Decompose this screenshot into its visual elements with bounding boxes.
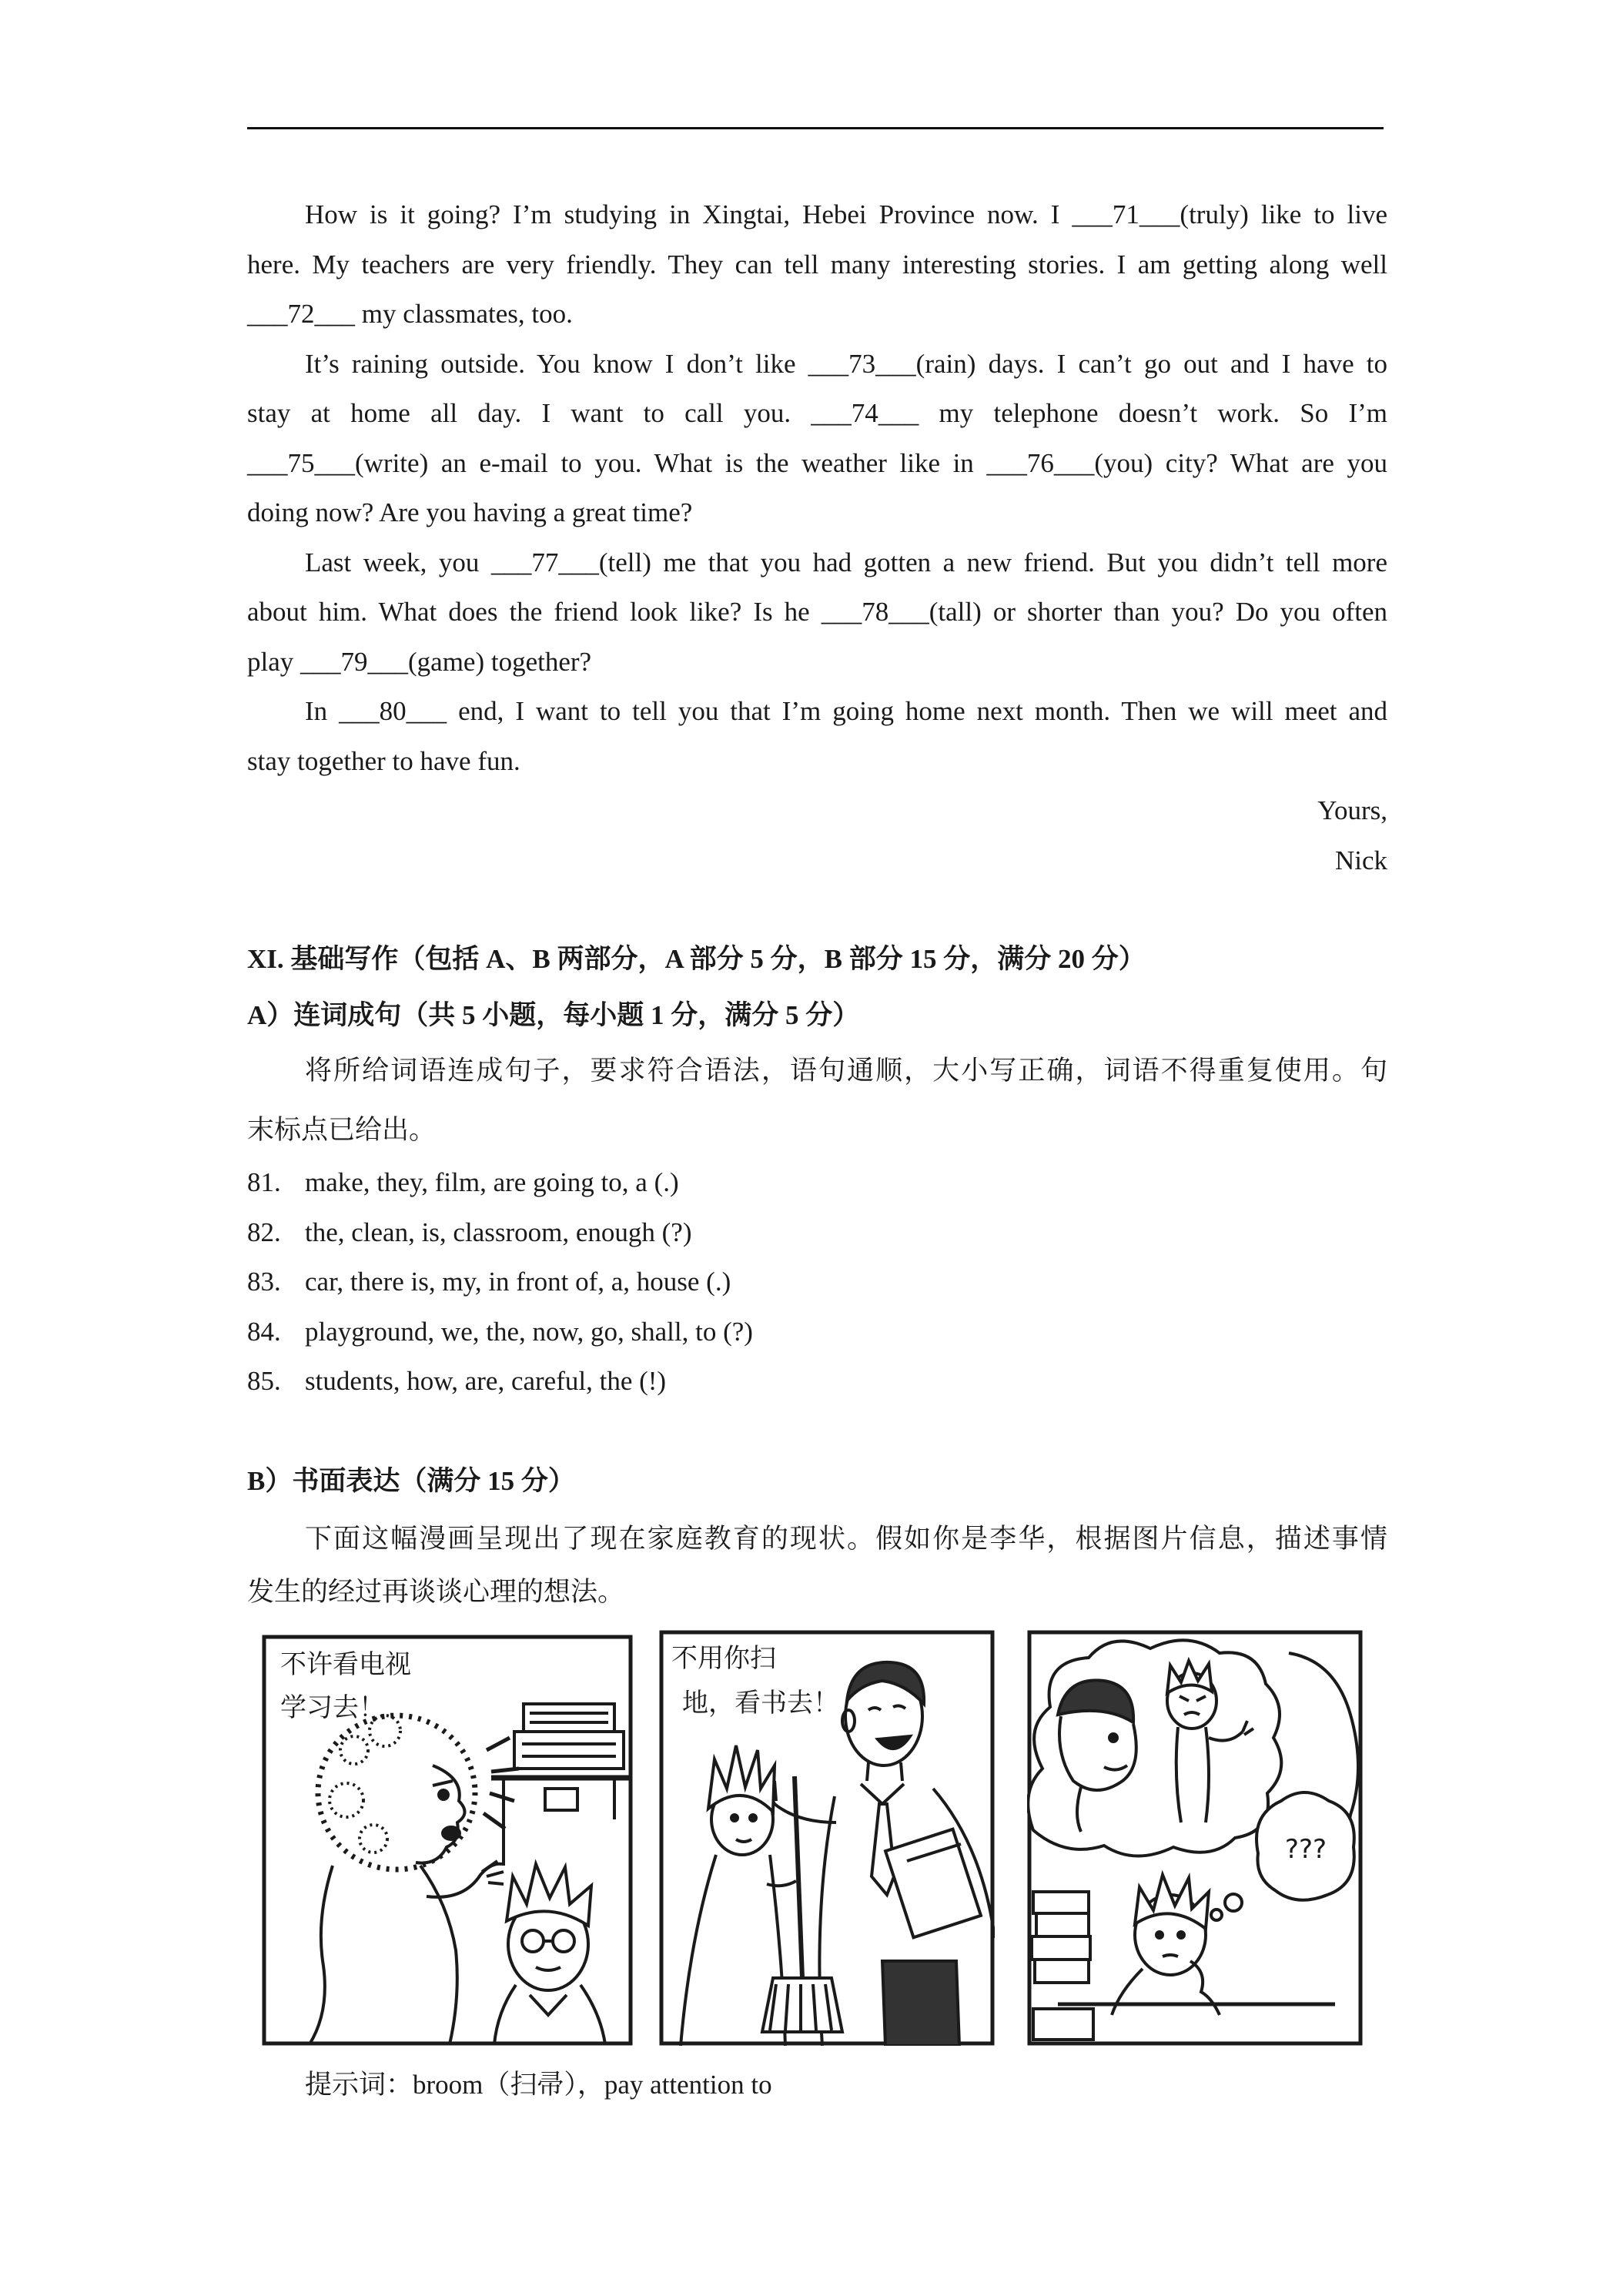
text-line: play ___79___(game) together? <box>247 646 592 677</box>
text-line: How is it going? I’m studying in Xingtai, Hebei Province now. I ___71___(truly) like to live <box>305 199 1387 229</box>
text-line: It’s raining outside. You know I don’t like ___73___(rain) days. I can’t go out and I have to <box>305 348 1387 379</box>
text-line: ___72___ my classmates, too. <box>247 299 573 329</box>
instruction-line: 将所给词语连成句子，要求符合语法，语句通顺，大小写正确，词语不得重复使用。句 <box>305 1056 1387 1086</box>
prompt-line: 下面这幅漫画呈现出了现在家庭教育的现状。假如你是李华，根据图片信息，描述事情 <box>305 1524 1387 1554</box>
text-line: here. My teachers are very friendly. They can tell many interesting stories. I am getting along well <box>247 249 1387 279</box>
text-line: ___75___(write) an e-mail to you. What is the weather like in ___76___(you) city? What are you <box>247 447 1387 478</box>
book-stack <box>1032 1892 1093 2040</box>
part-b-title: B）书面表达（满分 15 分） <box>247 1466 575 1496</box>
text-line: doing now? Are you having a great time? <box>247 497 693 527</box>
part-a-items <box>247 1158 1387 1407</box>
question-words: playground, we, the, now, go, shall, to (?) <box>305 1316 753 1347</box>
question-item <box>247 1257 1387 1307</box>
question-words: make, they, film, are going to, a (.) <box>305 1167 679 1197</box>
text-line: Last week, you ___77___(tell) me that you had gotten a new friend. But you didn’t tell more <box>305 547 1387 577</box>
question-item <box>247 1208 1387 1258</box>
speech-line: 地，看书去！ <box>682 1688 839 1719</box>
part-a-title: A）连词成句（共 5 小题，每小题 1 分，满分 5 分） <box>247 1000 860 1030</box>
hint-text: 提示词：broom（扫帚），pay attention to <box>305 2070 772 2100</box>
question-words: the, clean, is, classroom, enough (?) <box>305 1217 692 1247</box>
question-number: 82. <box>247 1217 281 1247</box>
comic-panel-3 <box>1027 1630 1363 2046</box>
question-words: students, how, are, careful, the (!) <box>305 1366 667 1396</box>
letter-closing: Yours, <box>1317 795 1387 825</box>
question-number: 81. <box>247 1167 281 1197</box>
text-line: stay together to have fun. <box>247 745 520 776</box>
part-b-heading <box>247 1457 1387 1506</box>
instruction-line: 末标点已给出。 <box>247 1115 437 1145</box>
writing-hint <box>247 2060 1387 2110</box>
section-title: XI. 基础写作（包括 A、B 两部分，A 部分 5 分，B 部分 15 分，满分 20 分） <box>247 944 1146 974</box>
letter-body <box>247 190 1387 885</box>
header-rule <box>247 127 1384 129</box>
question-item <box>247 1307 1387 1357</box>
section-xi-heading <box>247 935 1387 984</box>
speech-line: 不许看电视 <box>280 1649 411 1680</box>
thought-question-marks: ??? <box>1284 1834 1327 1865</box>
question-words: car, there is, my, in front of, a, house (.) <box>305 1267 731 1297</box>
question-item <box>247 1357 1387 1407</box>
text-line: In ___80___ end, I want to tell you that I’m going home next month. Then we will meet and <box>305 696 1387 726</box>
text-line: about him. What does the friend look like? Is he ___78___(tall) or shorter than you? Do you often <box>247 597 1387 627</box>
speech-line: 学习去！ <box>280 1692 385 1723</box>
prompt-line: 发生的经过再谈谈心理的想法。 <box>247 1577 625 1607</box>
part-b-prompt <box>247 1512 1387 1618</box>
question-number: 83. <box>247 1267 281 1297</box>
question-item <box>247 1158 1387 1208</box>
comic-panel-1 <box>262 1635 633 2046</box>
part-a-heading <box>247 991 1387 1040</box>
letter-signature: Nick <box>1334 845 1387 875</box>
question-number: 84. <box>247 1316 281 1347</box>
comic-panel-2 <box>659 1630 995 2046</box>
speech-line: 不用你扫 <box>671 1643 776 1674</box>
text-line: stay at home all day. I want to call you. ___74___ my telephone doesn’t work. So I’m <box>247 398 1387 428</box>
part-a-instructions <box>247 1041 1387 1160</box>
question-number: 85. <box>247 1366 281 1396</box>
